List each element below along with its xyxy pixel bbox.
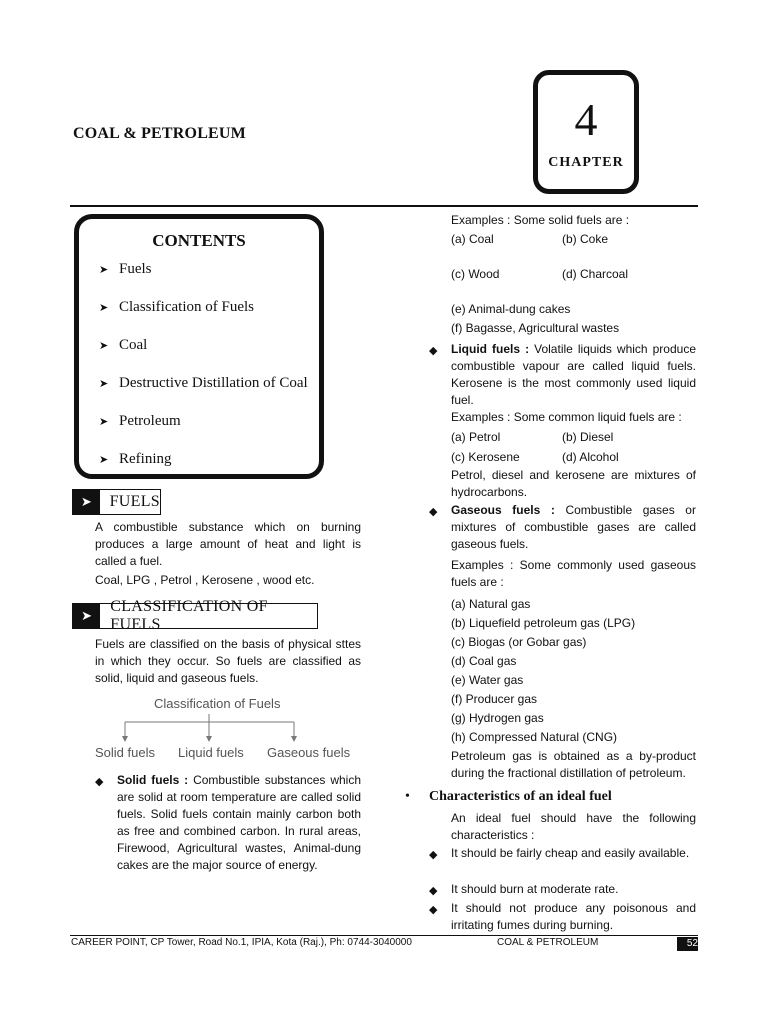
- header-rule: [70, 205, 698, 207]
- diagram-child-liquid: Liquid fuels: [178, 745, 244, 760]
- diagram-root-label: Classification of Fuels: [154, 696, 281, 711]
- footer-chapter: COAL & PETROLEUM: [497, 937, 599, 948]
- solid-fuels-text: Combustible substances which are solid at room temperature are called solid fuels. Solid fuels contain mainly carbon both as free and combined carbon. In rural areas, Firewood, Agricultural wastes, Animal-dung cakes are the major source of energy.: [117, 773, 361, 872]
- page-number: 52: [677, 937, 698, 951]
- gaseous-note: Petroleum gas is obtained as a by-product during the fractional distillation of petroleum.: [451, 749, 696, 780]
- liquid-fuels-label: Liquid fuels :: [451, 342, 530, 356]
- diamond-bullet-icon: ◆: [429, 848, 438, 861]
- contents-title: CONTENTS: [152, 231, 246, 250]
- page-title: COAL & PETROLEUM: [73, 125, 246, 142]
- diamond-bullet-icon: ◆: [429, 344, 438, 357]
- liquid-examples-row: (a) Petrol (b) Diesel: [451, 430, 614, 444]
- arrow-bullet-icon: ➤: [99, 377, 109, 390]
- footer-publisher: CAREER POINT, CP Tower, Road No.1, IPIA, Kota (Raj.), Ph: 0744-3040000: [71, 937, 412, 948]
- contents-item: ➤ Refining: [99, 449, 308, 487]
- classification-intro: Fuels are classified on the basis of physical sttes in which they occur. So fuels are classified as solid, liquid and gaseous fuels.: [95, 637, 361, 685]
- liquid-examples: Examples : Some common liquid fuels are : (a) Petrol (b) Diesel (c) Kerosene (d) Alcohol Petrol, diesel and kerosene are mixtures of hydrocarbons.: [451, 410, 696, 499]
- fuels-text: [95, 519, 361, 589]
- contents-list: [99, 259, 308, 487]
- liquid-examples-row: (c) Kerosene (d) Alcohol: [451, 450, 619, 464]
- liquid-note: Petrol, diesel and kerosene are mixtures of hydrocarbons.: [451, 468, 696, 499]
- section-heading-classification: ➤ CLASSIFICATION OF FUELS: [72, 603, 318, 629]
- contents-item: ➤ Classification of Fuels: [99, 297, 308, 335]
- solid-fuels-label: Solid fuels :: [117, 773, 189, 787]
- diamond-bullet-icon: ◆: [429, 505, 438, 518]
- diamond-bullet-icon: ◆: [429, 884, 438, 897]
- arrow-bullet-icon: ➤: [99, 415, 109, 428]
- gaseous-examples: Examples : Some commonly used gaseous fuels are : (a) Natural gas (b) Liquefield petroleum gas (LPG) (c) Biogas (or Gobar gas) (d) Coal gas (e) Water gas (f) Producer gas (g) Hydrogen gas (h) Compressed Natural (CNG) Petroleum gas is obtained as a by-product during the fractional distillation of petroleum.: [451, 558, 696, 780]
- fuel-examples: Coal, LPG , Petrol , Kerosene , wood etc.: [95, 573, 315, 587]
- gaseous-list-item: (h) Compressed Natural (CNG): [451, 730, 618, 744]
- gaseous-list-item: (d) Coal gas: [451, 654, 517, 668]
- contents-item: ➤ Destructive Distillation of Coal: [99, 373, 308, 411]
- solid-examples-row: (c) Wood (d) Charcoal: [451, 267, 629, 281]
- ideal-fuel-intro: An ideal fuel should have the following characteristics :: [451, 811, 696, 842]
- chapter-label: CHAPTER: [548, 155, 624, 170]
- ideal-point: ◆ It should burn at moderate rate.: [429, 882, 619, 897]
- chapter-badge: [533, 70, 639, 194]
- gaseous-fuels-label: Gaseous fuels :: [451, 503, 555, 517]
- diamond-bullet-icon: ◆: [95, 775, 104, 788]
- ideal-point: ◆ It should not produce any poisonous and irritating fumes during burning.: [429, 901, 696, 932]
- arrow-bullet-icon: ➤: [99, 453, 109, 466]
- contents-item: ➤ Fuels: [99, 259, 308, 297]
- dot-bullet-icon: •: [405, 789, 410, 804]
- fuel-definition: A combustible substance which on burning produces a large amount of heat and light is called a fuel.: [95, 520, 361, 568]
- arrow-bullet-icon: ➤: [99, 263, 109, 276]
- ideal-point: ◆ It should be fairly cheap and easily available.: [429, 846, 690, 861]
- gaseous-list: [451, 595, 696, 747]
- gaseous-list-item: (g) Hydrogen gas: [451, 711, 544, 725]
- chapter-number: 4: [574, 94, 598, 145]
- solid-fuels-item: [95, 772, 361, 874]
- diagram-child-gaseous: Gaseous fuels: [267, 745, 351, 760]
- arrow-icon: ➤: [73, 490, 100, 514]
- contents-item: ➤ Petroleum: [99, 411, 308, 449]
- solid-examples: Examples : Some solid fuels are : (a) Coal (b) Coke (c) Wood (d) Charcoal (e) Animal-dung cakes (f) Bagasse, Agricultural wastes: [451, 212, 696, 337]
- diagram-child-solid: Solid fuels: [95, 745, 155, 760]
- section-heading-fuels: ➤ FUELS: [72, 489, 161, 515]
- footer-rule: [70, 935, 698, 936]
- gaseous-list-item: (e) Water gas: [451, 673, 524, 687]
- gaseous-list-item: (f) Producer gas: [451, 692, 538, 706]
- liquid-fuels-item: ◆ Liquid fuels : Volatile liquids which produce combustible vapour are called liquid fuels. Kerosene is the most commonly used liquid fuel.: [429, 342, 696, 407]
- arrow-icon: ➤: [73, 604, 100, 628]
- gaseous-list-item: (a) Natural gas: [451, 597, 531, 611]
- contents-item: ➤ Coal: [99, 335, 308, 373]
- arrow-bullet-icon: ➤: [99, 301, 109, 314]
- gaseous-list-item: (b) Liquefield petroleum gas (LPG): [451, 616, 636, 630]
- gaseous-fuels-item: ◆ Gaseous fuels : Combustible gases or mixtures of combustible gases are called gaseous fuels.: [429, 503, 696, 551]
- contents-box: [74, 214, 324, 479]
- gaseous-list-item: (c) Biogas (or Gobar gas): [451, 635, 587, 649]
- solid-examples-row: (a) Coal (b) Coke: [451, 232, 609, 246]
- classification-diagram: [92, 694, 362, 764]
- ideal-fuel-heading: • Characteristics of an ideal fuel: [405, 789, 612, 804]
- diamond-bullet-icon: ◆: [429, 903, 438, 916]
- arrow-bullet-icon: ➤: [99, 339, 109, 352]
